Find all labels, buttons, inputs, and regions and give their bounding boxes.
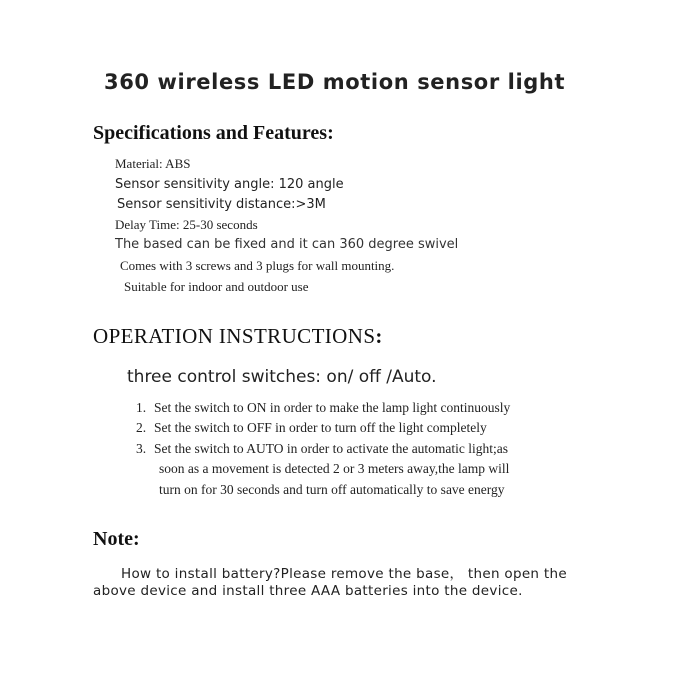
step-1 (136, 400, 510, 416)
page-title: 360 wireless LED motion sensor light (104, 70, 566, 94)
operation-heading (93, 324, 383, 349)
note-heading: Note: (93, 528, 140, 550)
operation-heading-text: OPERATION INSTRUCTIONS (93, 324, 376, 348)
switches-subheading: three control switches: on/ off /Auto. (127, 367, 437, 387)
spec-sensitivity-angle: Sensor sensitivity angle: 120 angle (115, 177, 344, 192)
step-number: 1. (136, 400, 147, 415)
spec-material: Material: ABS (115, 156, 191, 171)
step-text: Set the switch to OFF in order to turn off the light completely (154, 420, 487, 435)
note-line-2: above device and install three AAA batteries into the device. (93, 583, 523, 599)
specifications-heading: Specifications and Features: (93, 122, 334, 144)
spec-indoor-outdoor: Suitable for indoor and outdoor use (124, 279, 309, 294)
step-text: Set the switch to AUTO in order to activate the automatic light;as (154, 441, 509, 456)
spec-delay-time: Delay Time: 25-30 seconds (115, 217, 258, 232)
step-3 (136, 441, 508, 457)
operation-heading-colon: : (375, 324, 383, 348)
spec-swivel: The based can be fixed and it can 360 degree swivel (115, 237, 459, 252)
step-2 (136, 420, 487, 436)
step-number: 3. (136, 441, 147, 456)
spec-mounting: Comes with 3 screws and 3 plugs for wall mounting. (120, 258, 395, 273)
step-3-line-2: soon as a movement is detected 2 or 3 meters away,the lamp will (159, 461, 510, 476)
step-3-line-3: turn on for 30 seconds and turn off automatically to save energy (159, 482, 505, 497)
step-number: 2. (136, 420, 147, 435)
spec-sensitivity-distance: Sensor sensitivity distance:>3M (117, 197, 326, 212)
step-text: Set the switch to ON in order to make the lamp light continuously (154, 400, 511, 415)
note-line-1: How to install battery?Please remove the base， then open the (121, 566, 567, 582)
